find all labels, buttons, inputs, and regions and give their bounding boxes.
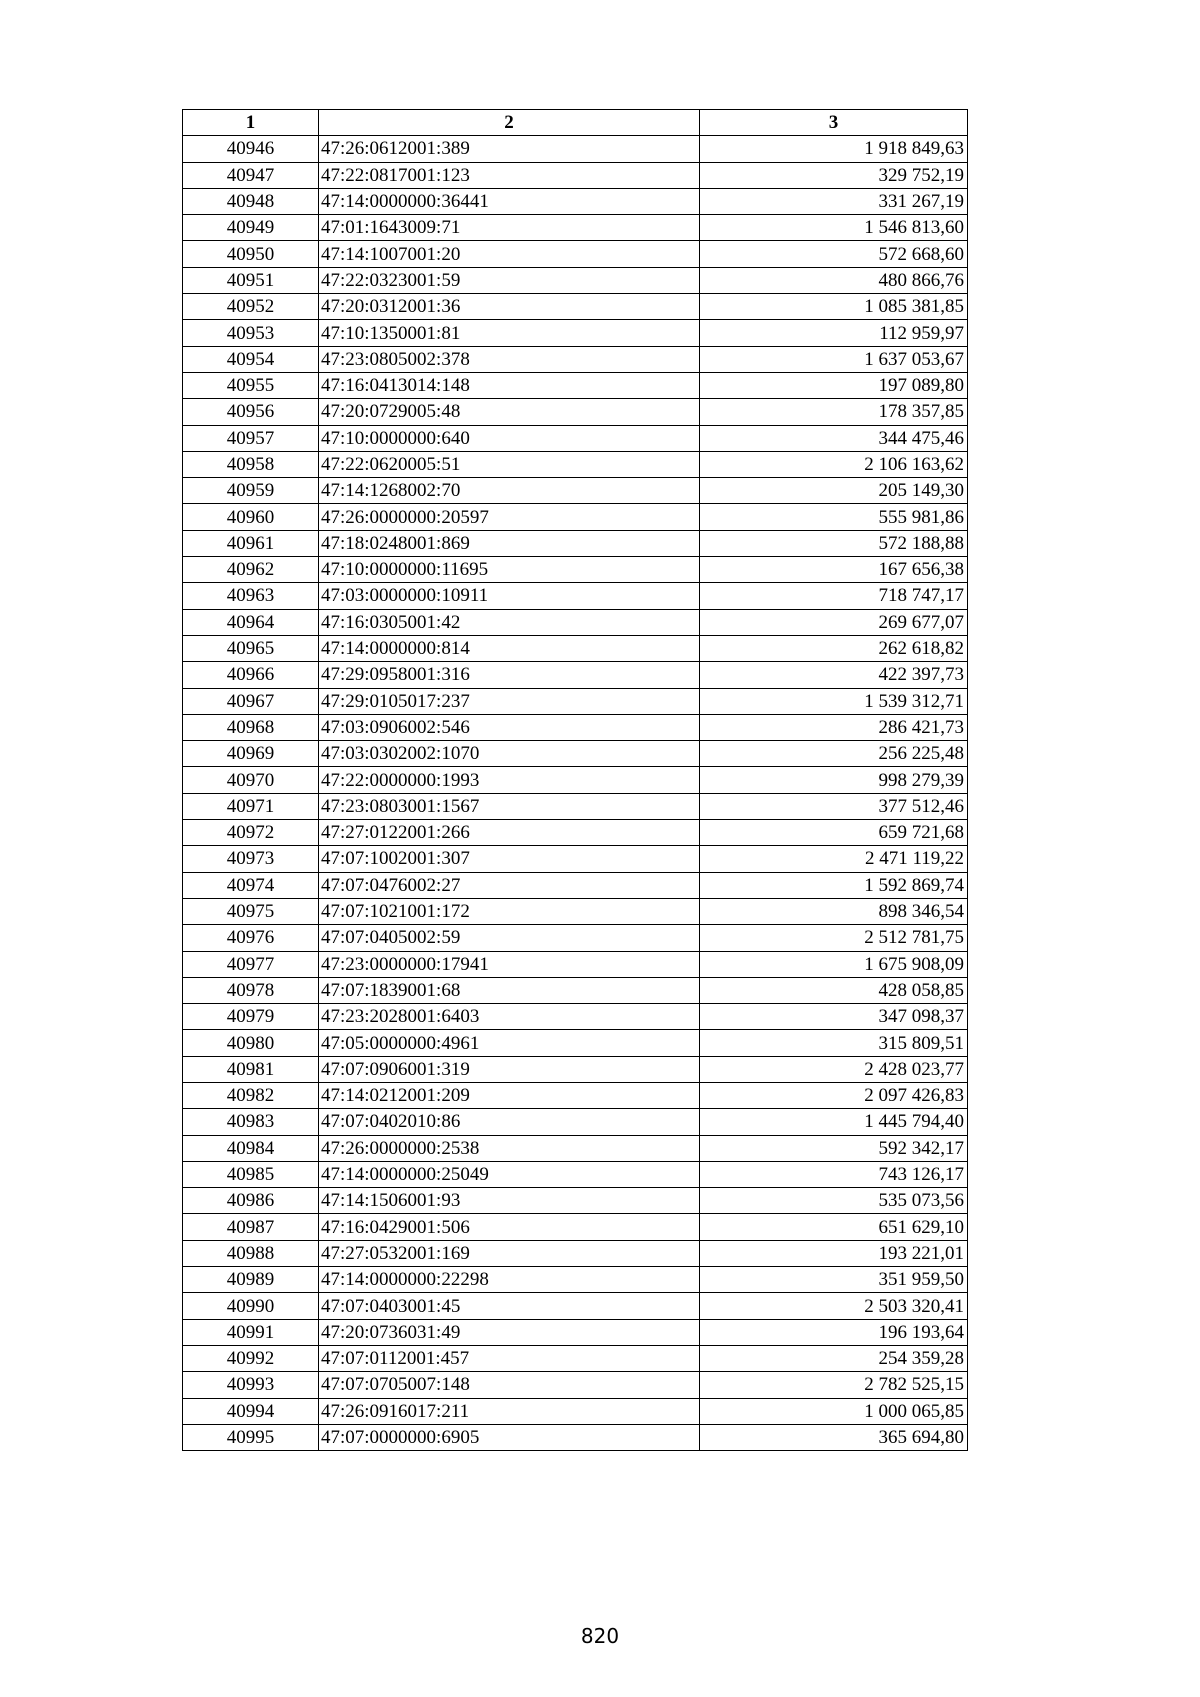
cadastral-number-cell: 47:20:0729005:48	[319, 399, 700, 425]
row-number-cell: 40961	[183, 530, 319, 556]
row-number-cell: 40964	[183, 609, 319, 635]
cadastral-number-cell: 47:14:1007001:20	[319, 241, 700, 267]
row-number-cell: 40977	[183, 951, 319, 977]
table-row	[183, 820, 968, 846]
value-cell: 1 546 813,60	[700, 215, 968, 241]
row-number-cell: 40948	[183, 188, 319, 214]
column-header-1: 1	[183, 110, 319, 136]
value-cell: 262 618,82	[700, 635, 968, 661]
cadastral-number-cell: 47:26:0000000:2538	[319, 1135, 700, 1161]
row-number-cell: 40959	[183, 478, 319, 504]
value-cell: 2 512 781,75	[700, 925, 968, 951]
table-row	[183, 320, 968, 346]
cadastral-number-cell: 47:22:0817001:123	[319, 162, 700, 188]
value-cell: 651 629,10	[700, 1214, 968, 1240]
row-number-cell: 40994	[183, 1398, 319, 1424]
table-row	[183, 1030, 968, 1056]
cadastral-number-cell: 47:23:0000000:17941	[319, 951, 700, 977]
table-row	[183, 898, 968, 924]
row-number-cell: 40978	[183, 977, 319, 1003]
value-cell: 167 656,38	[700, 557, 968, 583]
table-row	[183, 451, 968, 477]
row-number-cell: 40970	[183, 767, 319, 793]
table-row	[183, 136, 968, 162]
row-number-cell: 40949	[183, 215, 319, 241]
value-cell: 254 359,28	[700, 1345, 968, 1371]
table-row	[183, 188, 968, 214]
value-cell: 535 073,56	[700, 1188, 968, 1214]
cadastral-number-cell: 47:07:1002001:307	[319, 846, 700, 872]
cadastral-number-cell: 47:01:1643009:71	[319, 215, 700, 241]
cadastral-number-cell: 47:20:0736031:49	[319, 1319, 700, 1345]
row-number-cell: 40954	[183, 346, 319, 372]
cadastral-number-cell: 47:14:0212001:209	[319, 1082, 700, 1108]
table-row	[183, 767, 968, 793]
value-cell: 2 782 525,15	[700, 1372, 968, 1398]
table-row	[183, 1424, 968, 1450]
cadastral-number-cell: 47:26:0000000:20597	[319, 504, 700, 530]
value-cell: 112 959,97	[700, 320, 968, 346]
cadastral-number-cell: 47:22:0620005:51	[319, 451, 700, 477]
row-number-cell: 40987	[183, 1214, 319, 1240]
cadastral-number-cell: 47:14:0000000:25049	[319, 1161, 700, 1187]
cadastral-number-cell: 47:27:0532001:169	[319, 1240, 700, 1266]
row-number-cell: 40992	[183, 1345, 319, 1371]
value-cell: 331 267,19	[700, 188, 968, 214]
row-number-cell: 40982	[183, 1082, 319, 1108]
table-row	[183, 1188, 968, 1214]
table-row	[183, 478, 968, 504]
table-row	[183, 162, 968, 188]
row-number-cell: 40958	[183, 451, 319, 477]
row-number-cell: 40988	[183, 1240, 319, 1266]
value-cell: 196 193,64	[700, 1319, 968, 1345]
value-cell: 428 058,85	[700, 977, 968, 1003]
row-number-cell: 40986	[183, 1188, 319, 1214]
table-row	[183, 530, 968, 556]
row-number-cell: 40965	[183, 635, 319, 661]
row-number-cell: 40946	[183, 136, 319, 162]
table-row	[183, 504, 968, 530]
cadastral-number-cell: 47:07:0403001:45	[319, 1293, 700, 1319]
table-row	[183, 1056, 968, 1082]
value-cell: 1 539 312,71	[700, 688, 968, 714]
table-row	[183, 714, 968, 740]
row-number-cell: 40960	[183, 504, 319, 530]
table-row	[183, 1267, 968, 1293]
cadastral-number-cell: 47:20:0312001:36	[319, 294, 700, 320]
data-table	[182, 109, 968, 1451]
row-number-cell: 40957	[183, 425, 319, 451]
row-number-cell: 40995	[183, 1424, 319, 1450]
table-row	[183, 951, 968, 977]
cadastral-number-cell: 47:03:0906002:546	[319, 714, 700, 740]
cadastral-number-cell: 47:10:0000000:640	[319, 425, 700, 451]
cadastral-number-cell: 47:22:0323001:59	[319, 267, 700, 293]
table-header-row	[183, 110, 968, 136]
cadastral-number-cell: 47:07:1021001:172	[319, 898, 700, 924]
row-number-cell: 40947	[183, 162, 319, 188]
cadastral-number-cell: 47:10:1350001:81	[319, 320, 700, 346]
cadastral-number-cell: 47:22:0000000:1993	[319, 767, 700, 793]
table-row	[183, 925, 968, 951]
table-body	[183, 136, 968, 1451]
row-number-cell: 40966	[183, 662, 319, 688]
table-row	[183, 1135, 968, 1161]
row-number-cell: 40969	[183, 741, 319, 767]
value-cell: 1 085 381,85	[700, 294, 968, 320]
row-number-cell: 40985	[183, 1161, 319, 1187]
table-row	[183, 872, 968, 898]
value-cell: 344 475,46	[700, 425, 968, 451]
value-cell: 898 346,54	[700, 898, 968, 924]
table-row	[183, 635, 968, 661]
cadastral-number-cell: 47:16:0429001:506	[319, 1214, 700, 1240]
cadastral-number-cell: 47:07:0476002:27	[319, 872, 700, 898]
cadastral-number-cell: 47:07:0705007:148	[319, 1372, 700, 1398]
value-cell: 572 188,88	[700, 530, 968, 556]
value-cell: 718 747,17	[700, 583, 968, 609]
table-row	[183, 977, 968, 1003]
value-cell: 2 097 426,83	[700, 1082, 968, 1108]
cadastral-number-cell: 47:03:0000000:10911	[319, 583, 700, 609]
table-row	[183, 741, 968, 767]
table-row	[183, 793, 968, 819]
table-row	[183, 372, 968, 398]
table-row	[183, 1161, 968, 1187]
cadastral-number-cell: 47:29:0105017:237	[319, 688, 700, 714]
value-cell: 256 225,48	[700, 741, 968, 767]
cadastral-number-cell: 47:26:0612001:389	[319, 136, 700, 162]
cadastral-number-cell: 47:05:0000000:4961	[319, 1030, 700, 1056]
cadastral-number-cell: 47:14:0000000:814	[319, 635, 700, 661]
value-cell: 178 357,85	[700, 399, 968, 425]
cadastral-number-cell: 47:14:1268002:70	[319, 478, 700, 504]
row-number-cell: 40991	[183, 1319, 319, 1345]
row-number-cell: 40976	[183, 925, 319, 951]
table-row	[183, 1345, 968, 1371]
table-row	[183, 1004, 968, 1030]
value-cell: 1 675 908,09	[700, 951, 968, 977]
row-number-cell: 40956	[183, 399, 319, 425]
table-row	[183, 688, 968, 714]
row-number-cell: 40981	[183, 1056, 319, 1082]
value-cell: 315 809,51	[700, 1030, 968, 1056]
value-cell: 2 503 320,41	[700, 1293, 968, 1319]
cadastral-number-cell: 47:07:0402010:86	[319, 1109, 700, 1135]
value-cell: 193 221,01	[700, 1240, 968, 1266]
row-number-cell: 40979	[183, 1004, 319, 1030]
row-number-cell: 40971	[183, 793, 319, 819]
table-row	[183, 399, 968, 425]
cadastral-number-cell: 47:14:0000000:36441	[319, 188, 700, 214]
value-cell: 2 428 023,77	[700, 1056, 968, 1082]
cadastral-number-cell: 47:27:0122001:266	[319, 820, 700, 846]
value-cell: 347 098,37	[700, 1004, 968, 1030]
cadastral-number-cell: 47:14:0000000:22298	[319, 1267, 700, 1293]
table-row	[183, 1372, 968, 1398]
table-row	[183, 1214, 968, 1240]
value-cell: 1 637 053,67	[700, 346, 968, 372]
table-row	[183, 241, 968, 267]
value-cell: 572 668,60	[700, 241, 968, 267]
row-number-cell: 40972	[183, 820, 319, 846]
row-number-cell: 40968	[183, 714, 319, 740]
table-row	[183, 662, 968, 688]
cadastral-number-cell: 47:23:2028001:6403	[319, 1004, 700, 1030]
table-row	[183, 425, 968, 451]
cadastral-number-cell: 47:18:0248001:869	[319, 530, 700, 556]
value-cell: 659 721,68	[700, 820, 968, 846]
table-row	[183, 346, 968, 372]
row-number-cell: 40962	[183, 557, 319, 583]
table-row	[183, 846, 968, 872]
cadastral-number-cell: 47:07:0906001:319	[319, 1056, 700, 1082]
cadastral-number-cell: 47:10:0000000:11695	[319, 557, 700, 583]
cadastral-number-cell: 47:14:1506001:93	[319, 1188, 700, 1214]
value-cell: 2 471 119,22	[700, 846, 968, 872]
column-header-2: 2	[319, 110, 700, 136]
row-number-cell: 40963	[183, 583, 319, 609]
value-cell: 480 866,76	[700, 267, 968, 293]
value-cell: 422 397,73	[700, 662, 968, 688]
cadastral-number-cell: 47:07:0000000:6905	[319, 1424, 700, 1450]
table-row	[183, 557, 968, 583]
value-cell: 592 342,17	[700, 1135, 968, 1161]
row-number-cell: 40984	[183, 1135, 319, 1161]
cadastral-number-cell: 47:07:0112001:457	[319, 1345, 700, 1371]
value-cell: 365 694,80	[700, 1424, 968, 1450]
value-cell: 351 959,50	[700, 1267, 968, 1293]
table-row	[183, 1319, 968, 1345]
page-number: 820	[580, 1624, 620, 1648]
row-number-cell: 40952	[183, 294, 319, 320]
row-number-cell: 40990	[183, 1293, 319, 1319]
table-row	[183, 1398, 968, 1424]
table-row	[183, 609, 968, 635]
row-number-cell: 40993	[183, 1372, 319, 1398]
cadastral-number-cell: 47:23:0805002:378	[319, 346, 700, 372]
table-row	[183, 294, 968, 320]
value-cell: 2 106 163,62	[700, 451, 968, 477]
row-number-cell: 40974	[183, 872, 319, 898]
row-number-cell: 40950	[183, 241, 319, 267]
table-row	[183, 267, 968, 293]
value-cell: 1 000 065,85	[700, 1398, 968, 1424]
row-number-cell: 40953	[183, 320, 319, 346]
value-cell: 197 089,80	[700, 372, 968, 398]
value-cell: 743 126,17	[700, 1161, 968, 1187]
row-number-cell: 40989	[183, 1267, 319, 1293]
cadastral-number-cell: 47:26:0916017:211	[319, 1398, 700, 1424]
value-cell: 269 677,07	[700, 609, 968, 635]
row-number-cell: 40975	[183, 898, 319, 924]
table-row	[183, 1109, 968, 1135]
cadastral-number-cell: 47:23:0803001:1567	[319, 793, 700, 819]
table-row	[183, 1240, 968, 1266]
value-cell: 205 149,30	[700, 478, 968, 504]
row-number-cell: 40980	[183, 1030, 319, 1056]
row-number-cell: 40973	[183, 846, 319, 872]
cadastral-number-cell: 47:07:0405002:59	[319, 925, 700, 951]
value-cell: 286 421,73	[700, 714, 968, 740]
value-cell: 1 918 849,63	[700, 136, 968, 162]
cadastral-number-cell: 47:03:0302002:1070	[319, 741, 700, 767]
table-row	[183, 583, 968, 609]
value-cell: 998 279,39	[700, 767, 968, 793]
cadastral-number-cell: 47:07:1839001:68	[319, 977, 700, 1003]
value-cell: 329 752,19	[700, 162, 968, 188]
value-cell: 377 512,46	[700, 793, 968, 819]
table-row	[183, 1293, 968, 1319]
value-cell: 1 445 794,40	[700, 1109, 968, 1135]
table-row	[183, 1082, 968, 1108]
value-cell: 1 592 869,74	[700, 872, 968, 898]
row-number-cell: 40951	[183, 267, 319, 293]
row-number-cell: 40983	[183, 1109, 319, 1135]
value-cell: 555 981,86	[700, 504, 968, 530]
table-row	[183, 215, 968, 241]
column-header-3: 3	[700, 110, 968, 136]
row-number-cell: 40955	[183, 372, 319, 398]
cadastral-number-cell: 47:16:0413014:148	[319, 372, 700, 398]
cadastral-number-cell: 47:16:0305001:42	[319, 609, 700, 635]
row-number-cell: 40967	[183, 688, 319, 714]
cadastral-number-cell: 47:29:0958001:316	[319, 662, 700, 688]
